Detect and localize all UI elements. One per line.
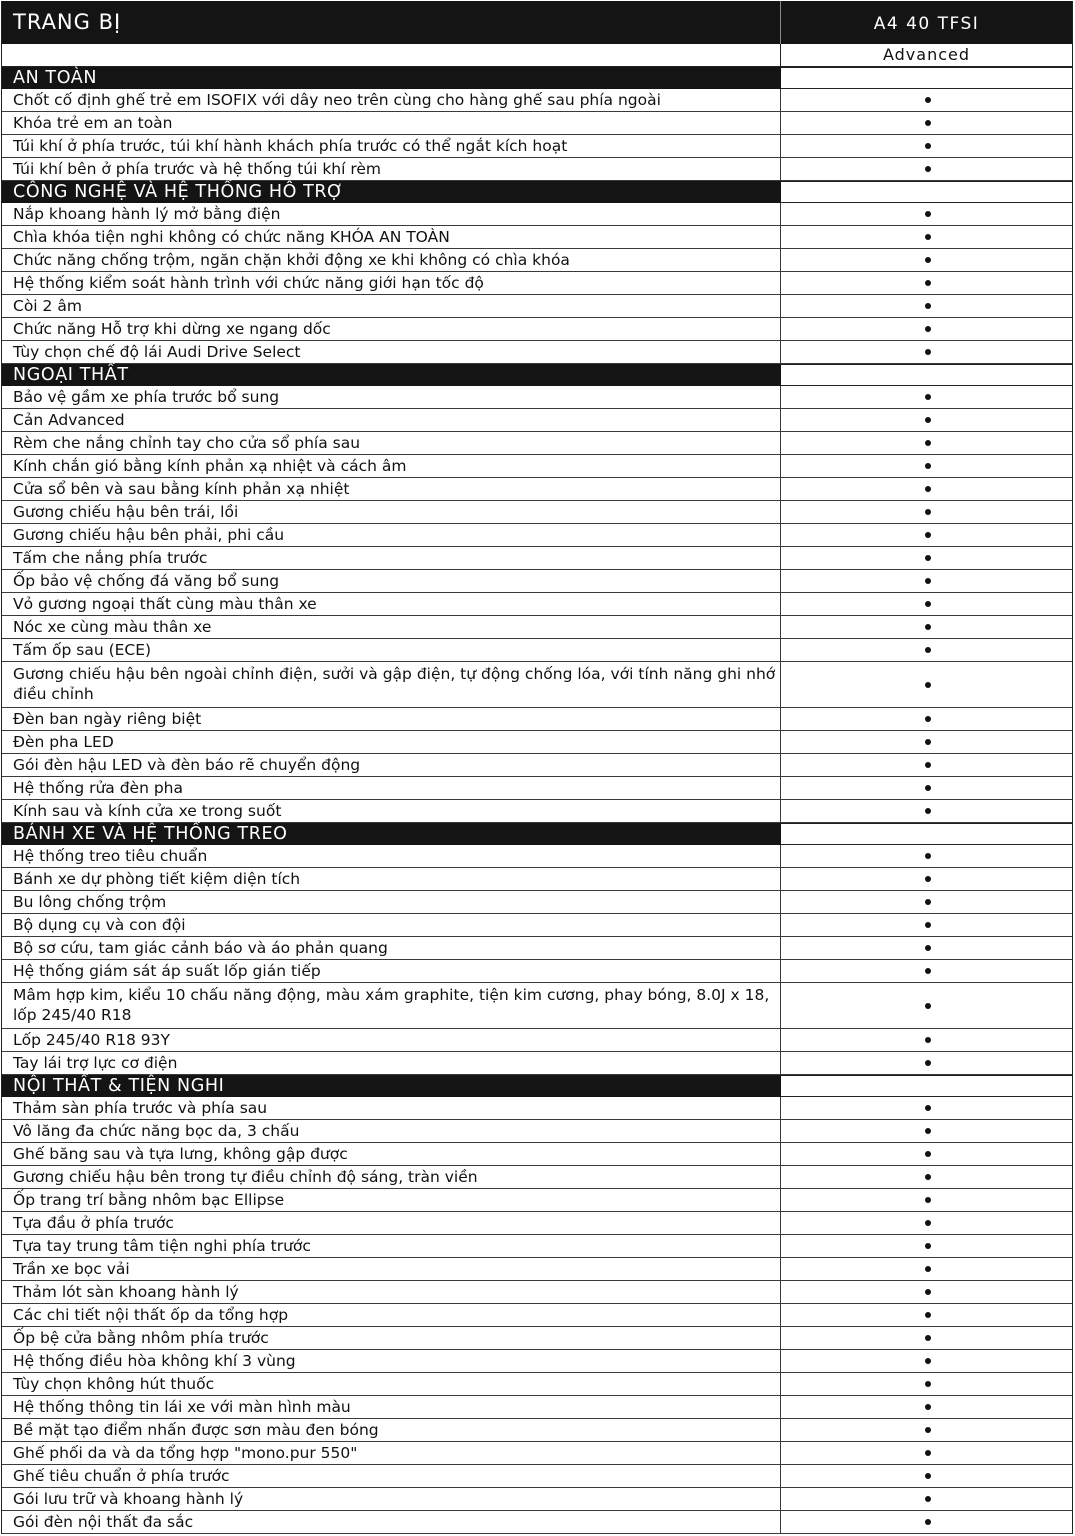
feature-label: Kính chắn gió bằng kính phản xạ nhiệt và cách âm	[2, 455, 781, 477]
table-row	[2, 547, 1072, 570]
availability-cell	[781, 754, 1072, 776]
table-row	[2, 249, 1072, 272]
bullet-icon	[925, 1243, 931, 1249]
table-row	[2, 158, 1072, 181]
section-title: AN TOÀN	[2, 67, 781, 89]
availability-cell	[781, 1189, 1072, 1211]
bullet-icon	[925, 303, 931, 309]
header-variant: Advanced	[882, 45, 971, 64]
availability-cell	[781, 1488, 1072, 1510]
availability-cell	[781, 478, 1072, 500]
availability-cell	[781, 800, 1072, 822]
table-row	[2, 937, 1072, 960]
bullet-icon	[925, 1519, 931, 1525]
bullet-icon	[925, 1037, 931, 1043]
availability-cell	[781, 891, 1072, 913]
feature-label: Lốp 245/40 R18 93Y	[2, 1029, 781, 1051]
feature-label: Hệ thống thông tin lái xe với màn hình màu	[2, 1396, 781, 1418]
bullet-icon	[925, 1197, 931, 1203]
availability-cell	[781, 639, 1072, 661]
feature-label: Tựa đầu ở phía trước	[2, 1212, 781, 1234]
table-row	[2, 1235, 1072, 1258]
feature-label: Chìa khóa tiện nghi không có chức năng KHÓA AN TOÀN	[2, 226, 781, 248]
bullet-icon	[925, 1128, 931, 1134]
availability-cell	[781, 1143, 1072, 1165]
section-title: NỘI THẤT & TIỆN NGHI	[2, 1075, 781, 1097]
table-row	[2, 1281, 1072, 1304]
table-header	[2, 1, 1072, 44]
table-row	[2, 1029, 1072, 1052]
availability-cell	[781, 524, 1072, 546]
table-row	[2, 386, 1072, 409]
feature-label: Khóa trẻ em an toàn	[2, 112, 781, 134]
table-row	[2, 1488, 1072, 1511]
feature-label: Ghế băng sau và tựa lưng, không gập được	[2, 1143, 781, 1165]
feature-label: Nóc xe cùng màu thân xe	[2, 616, 781, 638]
feature-label: Túi khí ở phía trước, túi khí hành khách phía trước có thể ngắt kích hoạt	[2, 135, 781, 157]
feature-label: Tùy chọn chế độ lái Audi Drive Select	[2, 341, 781, 363]
table-row	[2, 295, 1072, 318]
availability-cell	[781, 1029, 1072, 1051]
table-body	[2, 67, 1072, 1534]
feature-label: Gương chiếu hậu bên ngoài chỉnh điện, sưởi và gập điện, tự động chống lóa, với tính năng ghi nhớ điều chỉnh	[2, 662, 781, 707]
feature-label: Cửa sổ bên và sau bằng kính phản xạ nhiệt	[2, 478, 781, 500]
feature-label: Kính sau và kính cửa xe trong suốt	[2, 800, 781, 822]
feature-label: Bảo vệ gầm xe phía trước bổ sung	[2, 386, 781, 408]
feature-label: Chức năng chống trộm, ngăn chặn khởi động xe khi không có chìa khóa	[2, 249, 781, 271]
availability-cell	[781, 1281, 1072, 1303]
section-header	[2, 364, 1072, 386]
bullet-icon	[925, 945, 931, 951]
availability-cell	[781, 1442, 1072, 1464]
feature-label: Hệ thống treo tiêu chuẩn	[2, 845, 781, 867]
availability-cell	[781, 868, 1072, 890]
bullet-icon	[925, 876, 931, 882]
availability-cell	[781, 1511, 1072, 1533]
feature-label: Gói lưu trữ và khoang hành lý	[2, 1488, 781, 1510]
feature-label: Vỏ gương ngoại thất cùng màu thân xe	[2, 593, 781, 615]
table-row	[2, 1396, 1072, 1419]
feature-label: Bu lông chống trộm	[2, 891, 781, 913]
section-header	[2, 823, 1072, 845]
feature-label: Gương chiếu hậu bên phải, phi cầu	[2, 524, 781, 546]
table-row	[2, 1258, 1072, 1281]
bullet-icon	[925, 785, 931, 791]
table-row	[2, 272, 1072, 295]
table-row	[2, 1511, 1072, 1534]
bullet-icon	[925, 1358, 931, 1364]
table-row	[2, 754, 1072, 777]
availability-cell	[781, 960, 1072, 982]
section-title: CÔNG NGHỆ VÀ HỆ THỐNG HỖ TRỢ	[2, 181, 781, 203]
availability-cell	[781, 914, 1072, 936]
equipment-table	[1, 1, 1073, 1534]
availability-cell	[781, 1120, 1072, 1142]
feature-label: Hệ thống điều hòa không khí 3 vùng	[2, 1350, 781, 1372]
bullet-icon	[925, 1450, 931, 1456]
bullet-icon	[925, 532, 931, 538]
header-title: TRANG BỊ	[2, 1, 781, 44]
availability-cell	[781, 432, 1072, 454]
feature-label: Ghế tiêu chuẩn ở phía trước	[2, 1465, 781, 1487]
table-row	[2, 478, 1072, 501]
feature-label: Nắp khoang hành lý mở bằng điện	[2, 203, 781, 225]
feature-label: Gói đèn hậu LED và đèn báo rẽ chuyển động	[2, 754, 781, 776]
bullet-icon	[925, 1174, 931, 1180]
feature-label: Gói đèn nội thất đa sắc	[2, 1511, 781, 1533]
bullet-icon	[925, 922, 931, 928]
availability-cell	[781, 409, 1072, 431]
feature-label: Bề mặt tạo điểm nhấn được sơn màu đen bóng	[2, 1419, 781, 1441]
table-row	[2, 341, 1072, 364]
table-row	[2, 1304, 1072, 1327]
bullet-icon	[925, 394, 931, 400]
bullet-icon	[925, 1427, 931, 1433]
table-row	[2, 960, 1072, 983]
feature-label: Cản Advanced	[2, 409, 781, 431]
table-row	[2, 777, 1072, 800]
table-row	[2, 593, 1072, 616]
table-row	[2, 731, 1072, 754]
availability-cell	[781, 616, 1072, 638]
table-row	[2, 662, 1072, 708]
bullet-icon	[925, 166, 931, 172]
table-row	[2, 570, 1072, 593]
feature-label: Thảm sàn phía trước và phía sau	[2, 1097, 781, 1119]
availability-cell	[781, 203, 1072, 225]
feature-label: Tấm che nắng phía trước	[2, 547, 781, 569]
table-row	[2, 1327, 1072, 1350]
availability-cell	[781, 1465, 1072, 1487]
bullet-icon	[925, 211, 931, 217]
availability-cell	[781, 455, 1072, 477]
feature-label: Gương chiếu hậu bên trong tự điều chỉnh độ sáng, tràn viền	[2, 1166, 781, 1188]
availability-cell	[781, 845, 1072, 867]
availability-cell	[781, 1235, 1072, 1257]
variant-row	[2, 44, 1072, 67]
bullet-icon	[925, 682, 931, 688]
bullet-icon	[925, 716, 931, 722]
feature-label: Hệ thống rửa đèn pha	[2, 777, 781, 799]
feature-label: Chức năng Hỗ trợ khi dừng xe ngang dốc	[2, 318, 781, 340]
table-row	[2, 868, 1072, 891]
bullet-icon	[925, 417, 931, 423]
table-row	[2, 914, 1072, 937]
feature-label: Gương chiếu hậu bên trái, lồi	[2, 501, 781, 523]
table-row	[2, 501, 1072, 524]
bullet-icon	[925, 1289, 931, 1295]
section-header	[2, 181, 1072, 203]
availability-cell	[781, 1052, 1072, 1074]
table-row	[2, 112, 1072, 135]
bullet-icon	[925, 97, 931, 103]
bullet-icon	[925, 1060, 931, 1066]
feature-label: Bộ sơ cứu, tam giác cảnh báo và áo phản quang	[2, 937, 781, 959]
table-row	[2, 639, 1072, 662]
bullet-icon	[925, 739, 931, 745]
table-row	[2, 616, 1072, 639]
availability-cell	[781, 112, 1072, 134]
availability-cell	[781, 249, 1072, 271]
bullet-icon	[925, 647, 931, 653]
bullet-icon	[925, 1220, 931, 1226]
availability-cell	[781, 708, 1072, 730]
availability-cell	[781, 777, 1072, 799]
availability-cell	[781, 158, 1072, 180]
feature-label: Đèn ban ngày riêng biệt	[2, 708, 781, 730]
bullet-icon	[925, 440, 931, 446]
bullet-icon	[925, 120, 931, 126]
availability-cell	[781, 135, 1072, 157]
table-row	[2, 1350, 1072, 1373]
feature-label: Thảm lót sàn khoang hành lý	[2, 1281, 781, 1303]
table-row	[2, 455, 1072, 478]
table-row	[2, 1143, 1072, 1166]
bullet-icon	[925, 1105, 931, 1111]
table-row	[2, 1373, 1072, 1396]
table-row	[2, 1419, 1072, 1442]
availability-cell	[781, 570, 1072, 592]
availability-cell	[781, 272, 1072, 294]
table-row	[2, 1120, 1072, 1143]
bullet-icon	[925, 257, 931, 263]
feature-label: Chốt cố định ghế trẻ em ISOFIX với dây neo trên cùng cho hàng ghế sau phía ngoài	[2, 89, 781, 111]
feature-label: Còi 2 âm	[2, 295, 781, 317]
bullet-icon	[925, 143, 931, 149]
feature-label: Tay lái trợ lực cơ điện	[2, 1052, 781, 1074]
table-row	[2, 135, 1072, 158]
feature-label: Mâm hợp kim, kiểu 10 chấu năng động, màu xám graphite, tiện kim cương, phay bóng, 8.0J x 18, lốp 245/40 R18	[2, 983, 781, 1028]
bullet-icon	[925, 1404, 931, 1410]
availability-cell	[781, 1350, 1072, 1372]
availability-cell	[781, 1327, 1072, 1349]
table-row	[2, 203, 1072, 226]
availability-cell	[781, 731, 1072, 753]
bullet-icon	[925, 853, 931, 859]
availability-cell	[781, 341, 1072, 363]
table-row	[2, 226, 1072, 249]
table-row	[2, 409, 1072, 432]
availability-cell	[781, 1166, 1072, 1188]
bullet-icon	[925, 808, 931, 814]
table-row	[2, 524, 1072, 547]
section-header	[2, 67, 1072, 89]
bullet-icon	[925, 280, 931, 286]
bullet-icon	[925, 762, 931, 768]
bullet-icon	[925, 1003, 931, 1009]
bullet-icon	[925, 624, 931, 630]
table-row	[2, 89, 1072, 112]
table-row	[2, 1442, 1072, 1465]
availability-cell	[781, 295, 1072, 317]
availability-cell	[781, 1258, 1072, 1280]
bullet-icon	[925, 578, 931, 584]
availability-cell	[781, 386, 1072, 408]
bullet-icon	[925, 326, 931, 332]
bullet-icon	[925, 601, 931, 607]
feature-label: Hệ thống kiểm soát hành trình với chức năng giới hạn tốc độ	[2, 272, 781, 294]
availability-cell	[781, 547, 1072, 569]
availability-cell	[781, 1097, 1072, 1119]
bullet-icon	[925, 509, 931, 515]
section-header	[2, 1075, 1072, 1097]
availability-cell	[781, 226, 1072, 248]
table-row	[2, 318, 1072, 341]
feature-label: Hệ thống giám sát áp suất lốp gián tiếp	[2, 960, 781, 982]
table-row	[2, 1465, 1072, 1488]
bullet-icon	[925, 1151, 931, 1157]
availability-cell	[781, 1304, 1072, 1326]
feature-label: Tùy chọn không hút thuốc	[2, 1373, 781, 1395]
availability-cell	[781, 1373, 1072, 1395]
availability-cell	[781, 501, 1072, 523]
availability-cell	[781, 937, 1072, 959]
bullet-icon	[925, 899, 931, 905]
bullet-icon	[925, 1335, 931, 1341]
table-row	[2, 1052, 1072, 1075]
feature-label: Tựa tay trung tâm tiện nghi phía trước	[2, 1235, 781, 1257]
table-row	[2, 891, 1072, 914]
section-title: BÁNH XE VÀ HỆ THỐNG TREO	[2, 823, 781, 845]
feature-label: Rèm che nắng chỉnh tay cho cửa sổ phía sau	[2, 432, 781, 454]
header-model: A4 40 TFSI	[873, 14, 980, 34]
feature-label: Bộ dụng cụ và con đội	[2, 914, 781, 936]
bullet-icon	[925, 968, 931, 974]
table-row	[2, 1189, 1072, 1212]
availability-cell	[781, 1212, 1072, 1234]
feature-label: Tấm ốp sau (ECE)	[2, 639, 781, 661]
bullet-icon	[925, 463, 931, 469]
bullet-icon	[925, 234, 931, 240]
table-row	[2, 983, 1072, 1029]
feature-label: Trần xe bọc vải	[2, 1258, 781, 1280]
availability-cell	[781, 983, 1072, 1028]
bullet-icon	[925, 486, 931, 492]
feature-label: Túi khí bên ở phía trước và hệ thống túi khí rèm	[2, 158, 781, 180]
bullet-icon	[925, 1381, 931, 1387]
availability-cell	[781, 318, 1072, 340]
feature-label: Ốp bảo vệ chống đá văng bổ sung	[2, 570, 781, 592]
table-row	[2, 708, 1072, 731]
feature-label: Ốp bệ cửa bằng nhôm phía trước	[2, 1327, 781, 1349]
table-row	[2, 1212, 1072, 1235]
feature-label: Vô lăng đa chức năng bọc da, 3 chấu	[2, 1120, 781, 1142]
table-row	[2, 845, 1072, 868]
availability-cell	[781, 1419, 1072, 1441]
bullet-icon	[925, 1496, 931, 1502]
availability-cell	[781, 662, 1072, 707]
section-title: NGOẠI THẤT	[2, 364, 781, 386]
feature-label: Các chi tiết nội thất ốp da tổng hợp	[2, 1304, 781, 1326]
bullet-icon	[925, 1473, 931, 1479]
bullet-icon	[925, 555, 931, 561]
feature-label: Bánh xe dự phòng tiết kiệm diện tích	[2, 868, 781, 890]
feature-label: Ốp trang trí bằng nhôm bạc Ellipse	[2, 1189, 781, 1211]
table-row	[2, 1097, 1072, 1120]
feature-label: Đèn pha LED	[2, 731, 781, 753]
table-row	[2, 800, 1072, 823]
feature-label: Ghế phối da và da tổng hợp "mono.pur 550"	[2, 1442, 781, 1464]
table-row	[2, 1166, 1072, 1189]
bullet-icon	[925, 1266, 931, 1272]
bullet-icon	[925, 1312, 931, 1318]
table-row	[2, 432, 1072, 455]
bullet-icon	[925, 349, 931, 355]
availability-cell	[781, 1396, 1072, 1418]
availability-cell	[781, 593, 1072, 615]
availability-cell	[781, 89, 1072, 111]
